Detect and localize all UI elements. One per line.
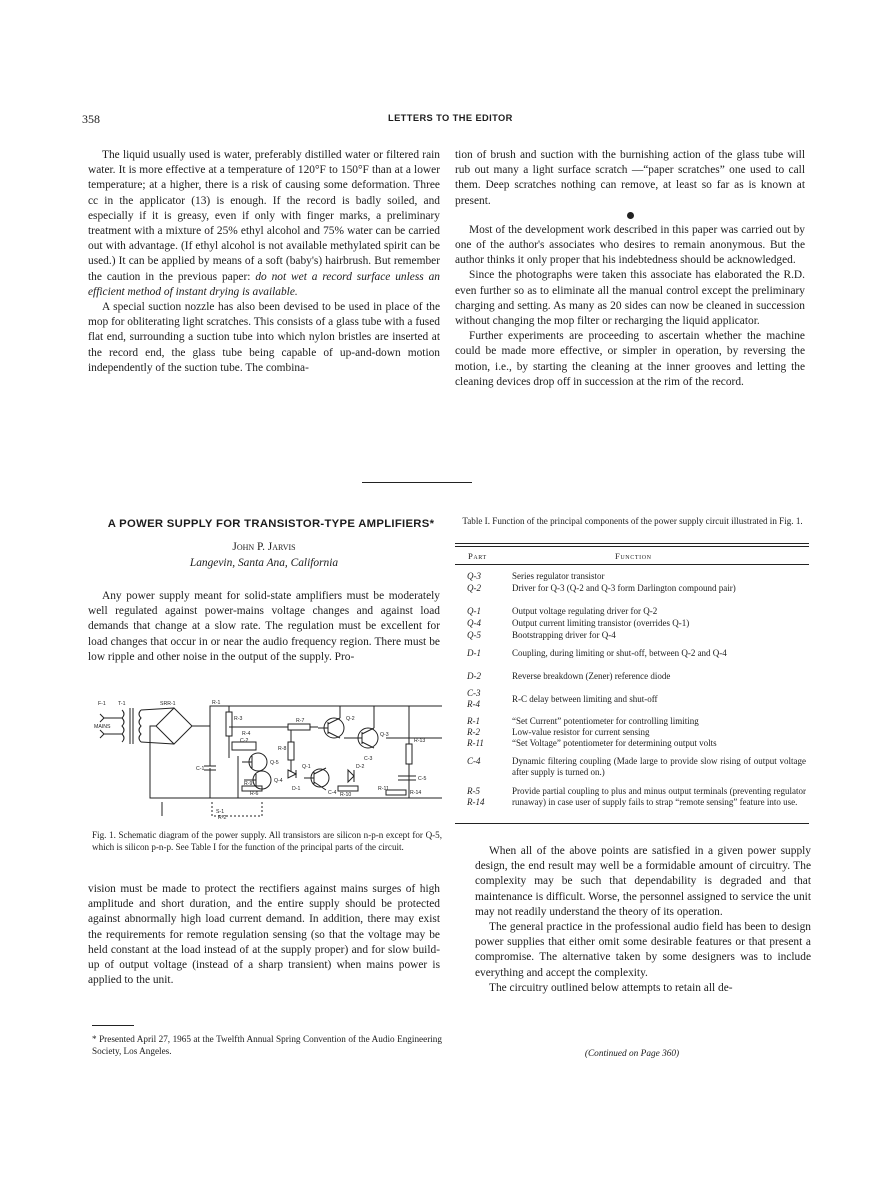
table-row-function: R-C delay between limiting and shut-off (512, 694, 658, 704)
paragraph: Further experiments are proceeding to ascertain whether the machine could be made more effective, or simpler in operation, by reversing the motion, i.e., by starting the cleaning at the inner grooves and letting the cleaning devices drop off in succession at the rim of the record. (455, 330, 805, 388)
label-d1: D-1 (292, 786, 301, 792)
running-head: LETTERS TO THE EDITOR (388, 113, 513, 123)
mains-input-arrow (100, 730, 104, 738)
table-row-function: Driver for Q-3 (Q-2 and Q-3 form Darlington compound pair) (512, 583, 736, 593)
table-row-part: Q-5 (467, 630, 481, 640)
paragraph: The general practice in the professional audio field has been to design power supplies that either omit some desirable features or that present a compromise. The alternative taken by some designers was to include everything and accept the complexity. (475, 921, 811, 979)
resistor-r13 (406, 744, 412, 764)
table-rule (455, 564, 809, 565)
footnote: * Presented April 27, 1965 at the Twelfth Annual Spring Convention of the Audio Engineering Society, Los Angeles. (92, 1034, 442, 1056)
paragraph: Any power supply meant for solid-state amplifiers must be moderately well regulated against power-mains voltage changes and against load demands that change at a slow rate. The regulation must be excellent for load changes that occur in or near the audio frequency region. There must be low ripple and other noise in the output of the supply. Pro- (88, 590, 440, 663)
table-rule (455, 546, 809, 547)
table-row-function: Coupling, during limiting or shut-off, between Q-2 and Q-4 (512, 648, 727, 658)
label-q3: Q-3 (380, 732, 389, 738)
label-r2: R-2 (218, 815, 227, 820)
label-c2: C-2 (240, 738, 249, 744)
table-row-part: Q-1 (467, 606, 481, 616)
table-row-part: Q-3 (467, 571, 481, 581)
paragraph: When all of the above points are satisfied in a given power supply design, the end result may well be a formidable amount of circuitry. The complexity may be such that dependability is degraded and that maintenance is difficult. Worse, the personnel assigned to service the unit may not readily understand the theory of its operation. (475, 845, 811, 918)
resistor-r3 (226, 712, 232, 736)
resistor-r8 (288, 742, 294, 760)
label-r9: R-9 (244, 781, 253, 787)
table-row-function: Provide partial coupling to plus and minus output terminals (preventing regulator runaway) in case user of supply fails to strap “remote sensing” feature into use. (512, 786, 806, 807)
table-header-part: Part (468, 551, 487, 561)
table-row-function: Output voltage regulating driver for Q-2 (512, 606, 658, 616)
paragraph: Most of the development work described in this paper was carried out by one of the author's associates who desires to remain anonymous. But the author thinks it only proper that his indebtedness should be acknowledged. (455, 223, 805, 267)
table-rule (455, 543, 809, 544)
table-rule (455, 823, 809, 824)
transformer-primary (122, 710, 124, 742)
paragraph: vision must be made to protect the rectifiers against mains surges of high amplitude and short duration, and the entire supply should be protected against abnormally high load current demand. In addition, there may exist the requirements for remote regulation sensing (so that the voltage may be held constant at the load instead of at the supply proper) and for slow build-up of output voltage (instead of a sharp transient) when mains power is applied to the unit. (88, 883, 440, 987)
label-q1: Q-1 (302, 764, 311, 770)
table-row-part: D-2 (467, 671, 481, 681)
diode-d2 (348, 770, 354, 782)
paragraph: tion of brush and suction with the burnishing action of the glass tube will rub out many a light surface scratch —“paper scratches” one used to call them. Deep scratches nothing can remove, at least so far as is known at present. (455, 149, 805, 207)
table-row-part: D-1 (467, 648, 481, 658)
table-row-function: Output current limiting transistor (overrides Q-1) (512, 618, 690, 628)
label-r14: R-14 (410, 790, 422, 796)
label-r13: R-13 (414, 738, 426, 744)
table-row-function: “Set Current” potentiometer for controlling limiting Low-value resistor for current sensing “Set Voltage” potentiometer for determining output volts (512, 716, 717, 748)
label-mains: MAINS (94, 724, 111, 730)
label-r4: R-4 (242, 731, 251, 737)
table-row-function: Bootstrapping driver for Q-4 (512, 630, 616, 640)
table-row-part: Q-2 (467, 583, 481, 593)
paragraph: Since the photographs were taken this associate has elaborated the R.D. even further so as to eliminate all the manual control except the preliminary charging and setting. As many as 20 sides can now be cleaned in succession without changing the mop filter or recharging the liquid applicator. (455, 269, 805, 328)
label-q2: Q-2 (346, 716, 355, 722)
table-row-function: Reverse breakdown (Zener) reference diode (512, 671, 671, 681)
table-row-part: R-1 R-2 R-11 (467, 716, 484, 748)
label-c4: C-4 (328, 790, 337, 796)
resistor-r7 (288, 724, 310, 730)
continued-note: (Continued on Page 360) (584, 1049, 680, 1059)
table-caption: Table I. Function of the principal components of the power supply circuit illustrated in Fig. 1. (462, 516, 803, 526)
label-r8: R-8 (278, 746, 287, 752)
article-column-2 (475, 844, 811, 996)
table-header-function: Function (615, 551, 652, 561)
label-r7: R-7 (296, 718, 305, 724)
diode-d1 (288, 770, 296, 778)
article-title: A POWER SUPPLY FOR TRANSISTOR-TYPE AMPLIFIERS* (107, 518, 435, 530)
table-row-function: Dynamic filtering coupling (Made large to provide slow rising of output voltage after supply is turned on.) (512, 756, 806, 777)
previous-article-column-1 (88, 148, 440, 376)
article-intro (88, 589, 440, 665)
label-r11: R-11 (378, 786, 389, 792)
article-divider (362, 482, 472, 483)
label-c5: C-5 (418, 776, 427, 782)
label-r10: R-10 (340, 792, 352, 798)
label-f1: F-1 (98, 701, 106, 707)
article-column-1-continued (88, 882, 440, 988)
footnote-rule (92, 1025, 134, 1026)
figure-caption: Fig. 1. Schematic diagram of the power supply. All transistors are silicon n-p-n except for Q-5, which is silicon p-n-p. See Table I for the function of the principal parts of the circuit. (92, 830, 442, 852)
paragraph: The liquid usually used is water, preferably distilled water or filtered rain water. It is more effective at a temperature of 120°F to 150°F than at a lower temperature; at a higher, there is a risk of causing some deformation. Three cc in the applicator (13) is enough. If the record is badly soiled, and especially if it is greasy, even if only with finger marks, a preliminary treatment with a mixture of 25% ethyl alcohol and 75% water can be carried out with advantage. (If ethyl alcohol is not available methylated spirit can be used.) It can be applied by means of a soft (baby's) hairbrush. But remember the caution in the previous paper: do not wet a record surface unless an efficient method of instant drying is available. (88, 149, 440, 298)
schematic-diagram (92, 698, 444, 820)
previous-article-column-2 (455, 148, 805, 390)
label-c3: C-3 (364, 756, 373, 762)
transformer-secondary (139, 710, 141, 742)
author-affiliation: Langevin, Santa Ana, California (189, 557, 339, 569)
label-t1: T-1 (118, 701, 126, 707)
paragraph: The circuitry outlined below attempts to retain all de- (489, 981, 733, 994)
label-q5: Q-5 (270, 760, 279, 766)
table-row-part: Q-4 (467, 618, 481, 628)
label-c1: C-1 (196, 766, 205, 772)
table-row-part: R-5 R-14 (467, 786, 485, 807)
page-number: 358 (82, 112, 100, 126)
label-sr1: SRR-1 (160, 701, 176, 707)
table-row-function: Series regulator transistor (512, 571, 605, 581)
section-bullet-icon (627, 212, 634, 219)
label-s1: S-1 (216, 809, 225, 815)
author-name: John P. Jarvis (232, 541, 296, 553)
bridge-rectifier (156, 708, 192, 744)
table-row-part: C-3 R-4 (467, 688, 481, 709)
table-row-part: C-4 (467, 756, 481, 766)
label-r6: R-6 (250, 791, 259, 797)
label-d2: D-2 (356, 764, 365, 770)
mains-input-arrow (100, 714, 104, 722)
label-r1: R-1 (212, 700, 221, 706)
paragraph: A special suction nozzle has also been devised to be used in place of the mop for obliterating light scratches. This consists of a glass tube with a fused flat end, surrounding a suction tube into which nylon bristles are inserted at the record end, the glass tube being capable of up-and-down motion independently of the suction tube. The combina- (88, 301, 440, 374)
label-r3: R-3 (234, 716, 243, 722)
label-q4: Q-4 (274, 778, 283, 784)
